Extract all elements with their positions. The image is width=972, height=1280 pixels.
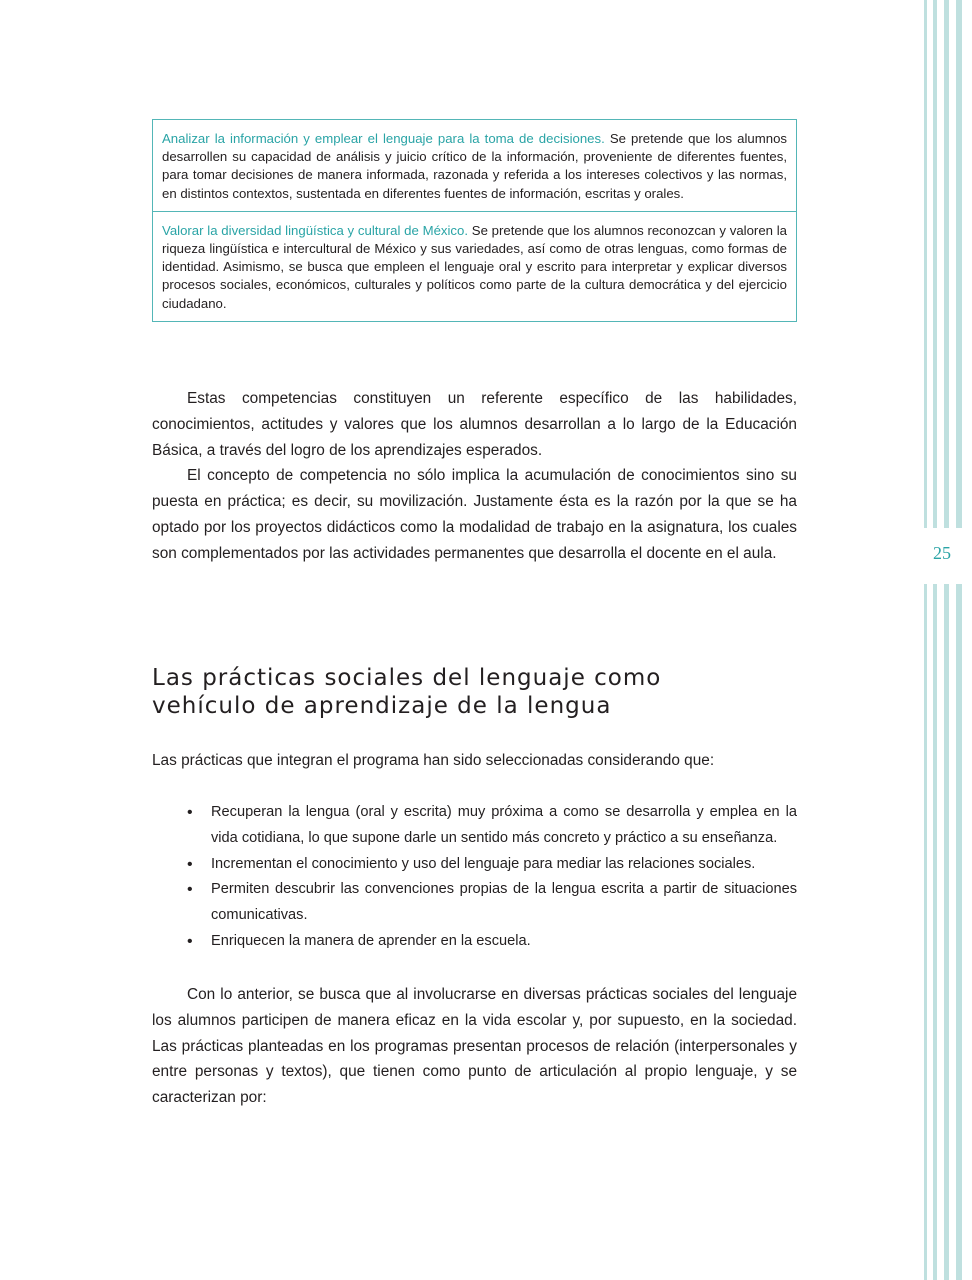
body-paragraphs-top — [152, 386, 797, 567]
bullet-list — [152, 800, 797, 955]
bullet-item: • Enriquecen la manera de aprender en la escuela. — [152, 929, 797, 955]
section-heading-line: Las prácticas sociales del lenguaje como — [152, 665, 662, 691]
competencies-box — [152, 119, 797, 322]
competency-title: Analizar la información y emplear el lenguaje para la toma de decisiones. — [162, 131, 605, 146]
edge-stripe — [944, 0, 949, 1280]
bullet-item: • Permiten descubrir las convenciones propias de la lengua escrita a partir de situaciones comunicativas. — [152, 877, 797, 929]
competency-title: Valorar la diversidad lingüística y cultural de México. — [162, 222, 469, 238]
section-heading-line: vehículo de aprendizaje de la lengua — [152, 692, 612, 719]
bullet-item: • Recuperan la lengua (oral y escrita) muy próxima a como se desarrolla y emplea en la vida cotidiana, lo que supone darle un sentido más concreto y práctico a su enseñanza. — [152, 800, 797, 852]
paragraph: Estas competencias constituyen un referente específico de las habilidades, conocimientos, actitudes y valores que los alumnos desarrollan a lo largo de la Educación Básica, a través del logro de los aprendizajes esperados. — [152, 390, 797, 459]
decorative-edge-stripes — [912, 0, 972, 1280]
edge-stripe — [924, 0, 927, 1280]
section-heading — [152, 665, 797, 720]
competency-text: Se pretende que los alumnos desarrollen su capacidad de análisis y juicio crítico de la información, proveniente de diferentes fuentes, para tomar decisiones de manera informada, razonada y referida a los intereses colectivos y las normas, en distintos contextos, sustentada en diferentes fuentes de información, escritas y orales. — [162, 131, 787, 201]
section-intro: Las prácticas que integran el programa han sido seleccionadas considerando que: — [152, 752, 715, 769]
body-paragraphs-bottom — [152, 982, 797, 1111]
competency-item — [153, 120, 796, 211]
bullet-item: • Incrementan el conocimiento y uso del lenguaje para mediar las relaciones sociales. — [152, 852, 797, 878]
edge-stripe — [933, 0, 937, 1280]
paragraph: Con lo anterior, se busca que al involucrarse en diversas prácticas sociales del lenguaje los alumnos participen de manera eficaz en la vida escolar y, por supuesto, en la sociedad. Las prácticas planteadas en los programas presentan procesos de relación (interpersonales y entre personas y textos), que tienen como punto de articulación al propio lenguaje, y se caracterizan por: — [152, 986, 797, 1107]
paragraph: El concepto de competencia no sólo implica la acumulación de conocimientos sino su puesta en práctica; es decir, su movilización. Justamente ésta es la razón por la que se ha optado por los proyectos didácticos como la modalidad de trabajo en la asignatura, los cuales son complementados por las actividades permanentes que desarrolla el docente en el aula. — [152, 467, 797, 562]
competency-text: Se pretende que los alumnos reconozcan y valoren la riqueza lingüística e intercultural de México y sus variedades, así como de otras lenguas, como formas de identidad. Asimismo, se busca que empleen el lenguaje oral y escrito para interpretar y explicar diversos procesos sociales, económicos, culturales y políticos como parte de la cultura democrática y del ejercicio ciudadano. — [162, 222, 788, 311]
edge-stripe — [956, 0, 962, 1280]
page-number: 25 — [933, 543, 951, 563]
competency-item — [153, 211, 796, 321]
